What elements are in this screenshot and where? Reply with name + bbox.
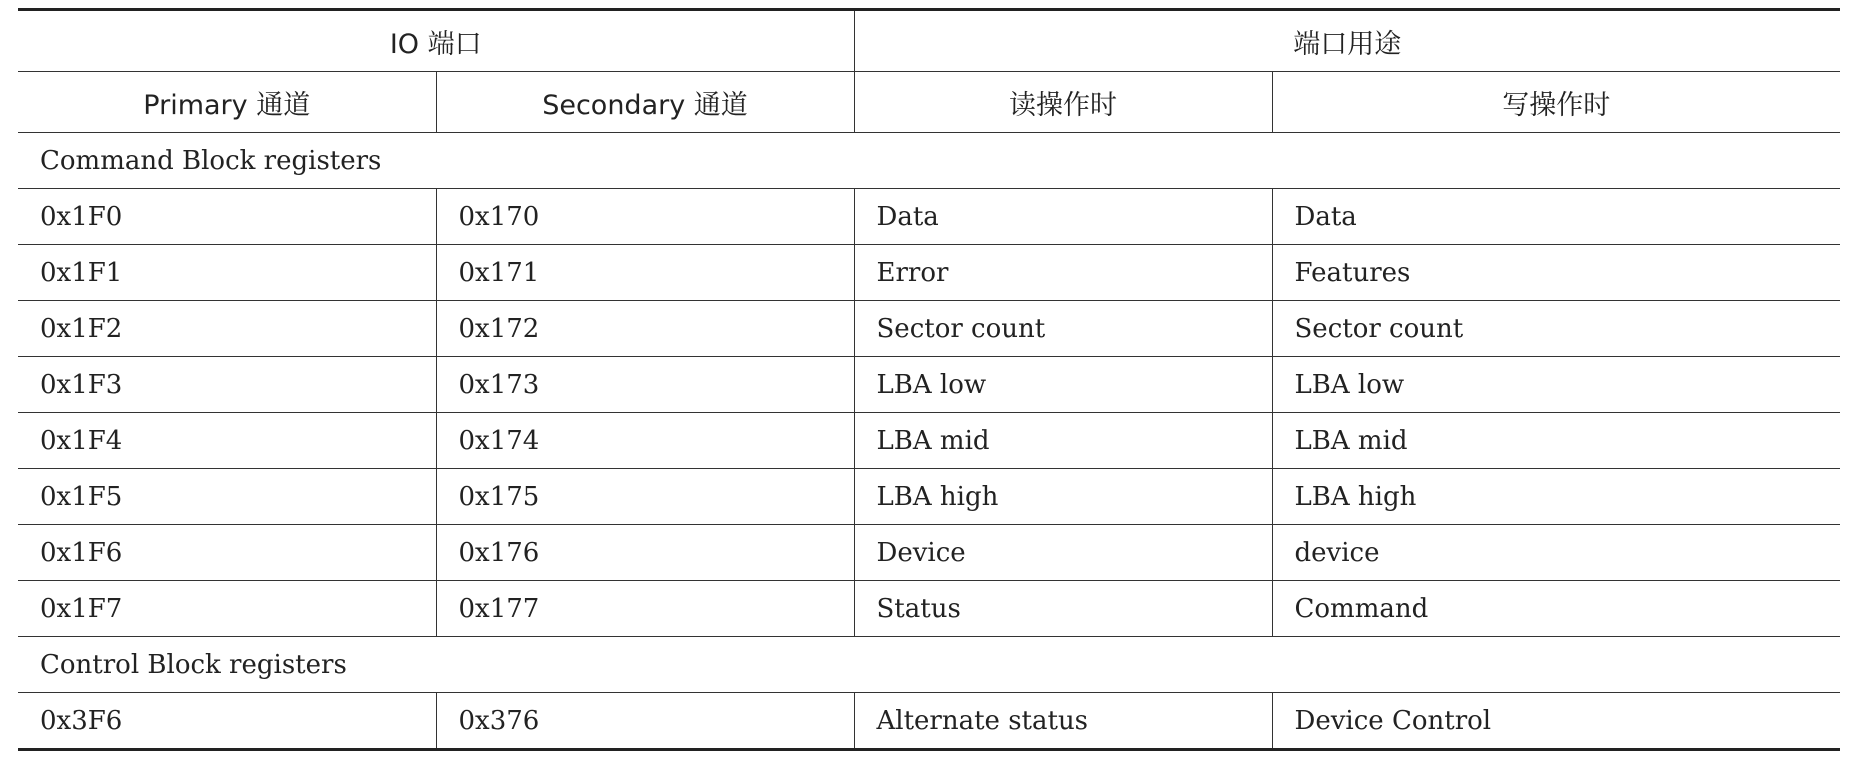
- cell-write: Features: [1272, 245, 1840, 301]
- table-row: [18, 301, 1840, 357]
- cell-secondary: 0x173: [436, 357, 854, 413]
- header-write-operation: 写操作时: [1272, 72, 1840, 133]
- cell-secondary: 0x170: [436, 189, 854, 245]
- cell-read: LBA low: [854, 357, 1272, 413]
- cell-primary: 0x1F5: [18, 469, 436, 525]
- header-row-2: [18, 72, 1840, 133]
- cell-primary: 0x1F3: [18, 357, 436, 413]
- cell-primary: 0x1F7: [18, 581, 436, 637]
- cell-write: LBA low: [1272, 357, 1840, 413]
- table-row: [18, 357, 1840, 413]
- header-io-port: IO 端口: [18, 10, 854, 72]
- cell-read: LBA mid: [854, 413, 1272, 469]
- header-primary-channel: Primary 通道: [18, 72, 436, 133]
- cell-read: LBA high: [854, 469, 1272, 525]
- cell-write: Data: [1272, 189, 1840, 245]
- table-row: [18, 245, 1840, 301]
- cell-secondary: 0x177: [436, 581, 854, 637]
- cell-primary: 0x1F1: [18, 245, 436, 301]
- table-row: [18, 413, 1840, 469]
- cell-write: Sector count: [1272, 301, 1840, 357]
- cell-write: LBA mid: [1272, 413, 1840, 469]
- cell-write: Command: [1272, 581, 1840, 637]
- cell-primary: 0x3F6: [18, 693, 436, 750]
- cell-read: Data: [854, 189, 1272, 245]
- cell-read: Status: [854, 581, 1272, 637]
- cell-primary: 0x1F0: [18, 189, 436, 245]
- cell-read: Error: [854, 245, 1272, 301]
- cell-primary: 0x1F4: [18, 413, 436, 469]
- table-row: [18, 693, 1840, 750]
- io-port-table-container: [18, 8, 1840, 751]
- cell-read: Sector count: [854, 301, 1272, 357]
- cell-write: LBA high: [1272, 469, 1840, 525]
- header-secondary-channel: Secondary 通道: [436, 72, 854, 133]
- table-row: [18, 525, 1840, 581]
- section-title: Control Block registers: [18, 637, 1840, 693]
- header-row-1: [18, 10, 1840, 72]
- cell-write: Device Control: [1272, 693, 1840, 750]
- io-port-table: [18, 8, 1840, 751]
- table-row: [18, 469, 1840, 525]
- cell-secondary: 0x172: [436, 301, 854, 357]
- cell-secondary: 0x171: [436, 245, 854, 301]
- cell-secondary: 0x176: [436, 525, 854, 581]
- table-row: [18, 189, 1840, 245]
- cell-read: Device: [854, 525, 1272, 581]
- section-control-block: [18, 637, 1840, 693]
- cell-primary: 0x1F6: [18, 525, 436, 581]
- cell-secondary: 0x175: [436, 469, 854, 525]
- cell-write: device: [1272, 525, 1840, 581]
- cell-read: Alternate status: [854, 693, 1272, 750]
- cell-secondary: 0x376: [436, 693, 854, 750]
- cell-secondary: 0x174: [436, 413, 854, 469]
- header-port-usage: 端口用途: [854, 10, 1840, 72]
- cell-primary: 0x1F2: [18, 301, 436, 357]
- table-row: [18, 581, 1840, 637]
- section-title: Command Block registers: [18, 133, 1840, 189]
- section-command-block: [18, 133, 1840, 189]
- header-read-operation: 读操作时: [854, 72, 1272, 133]
